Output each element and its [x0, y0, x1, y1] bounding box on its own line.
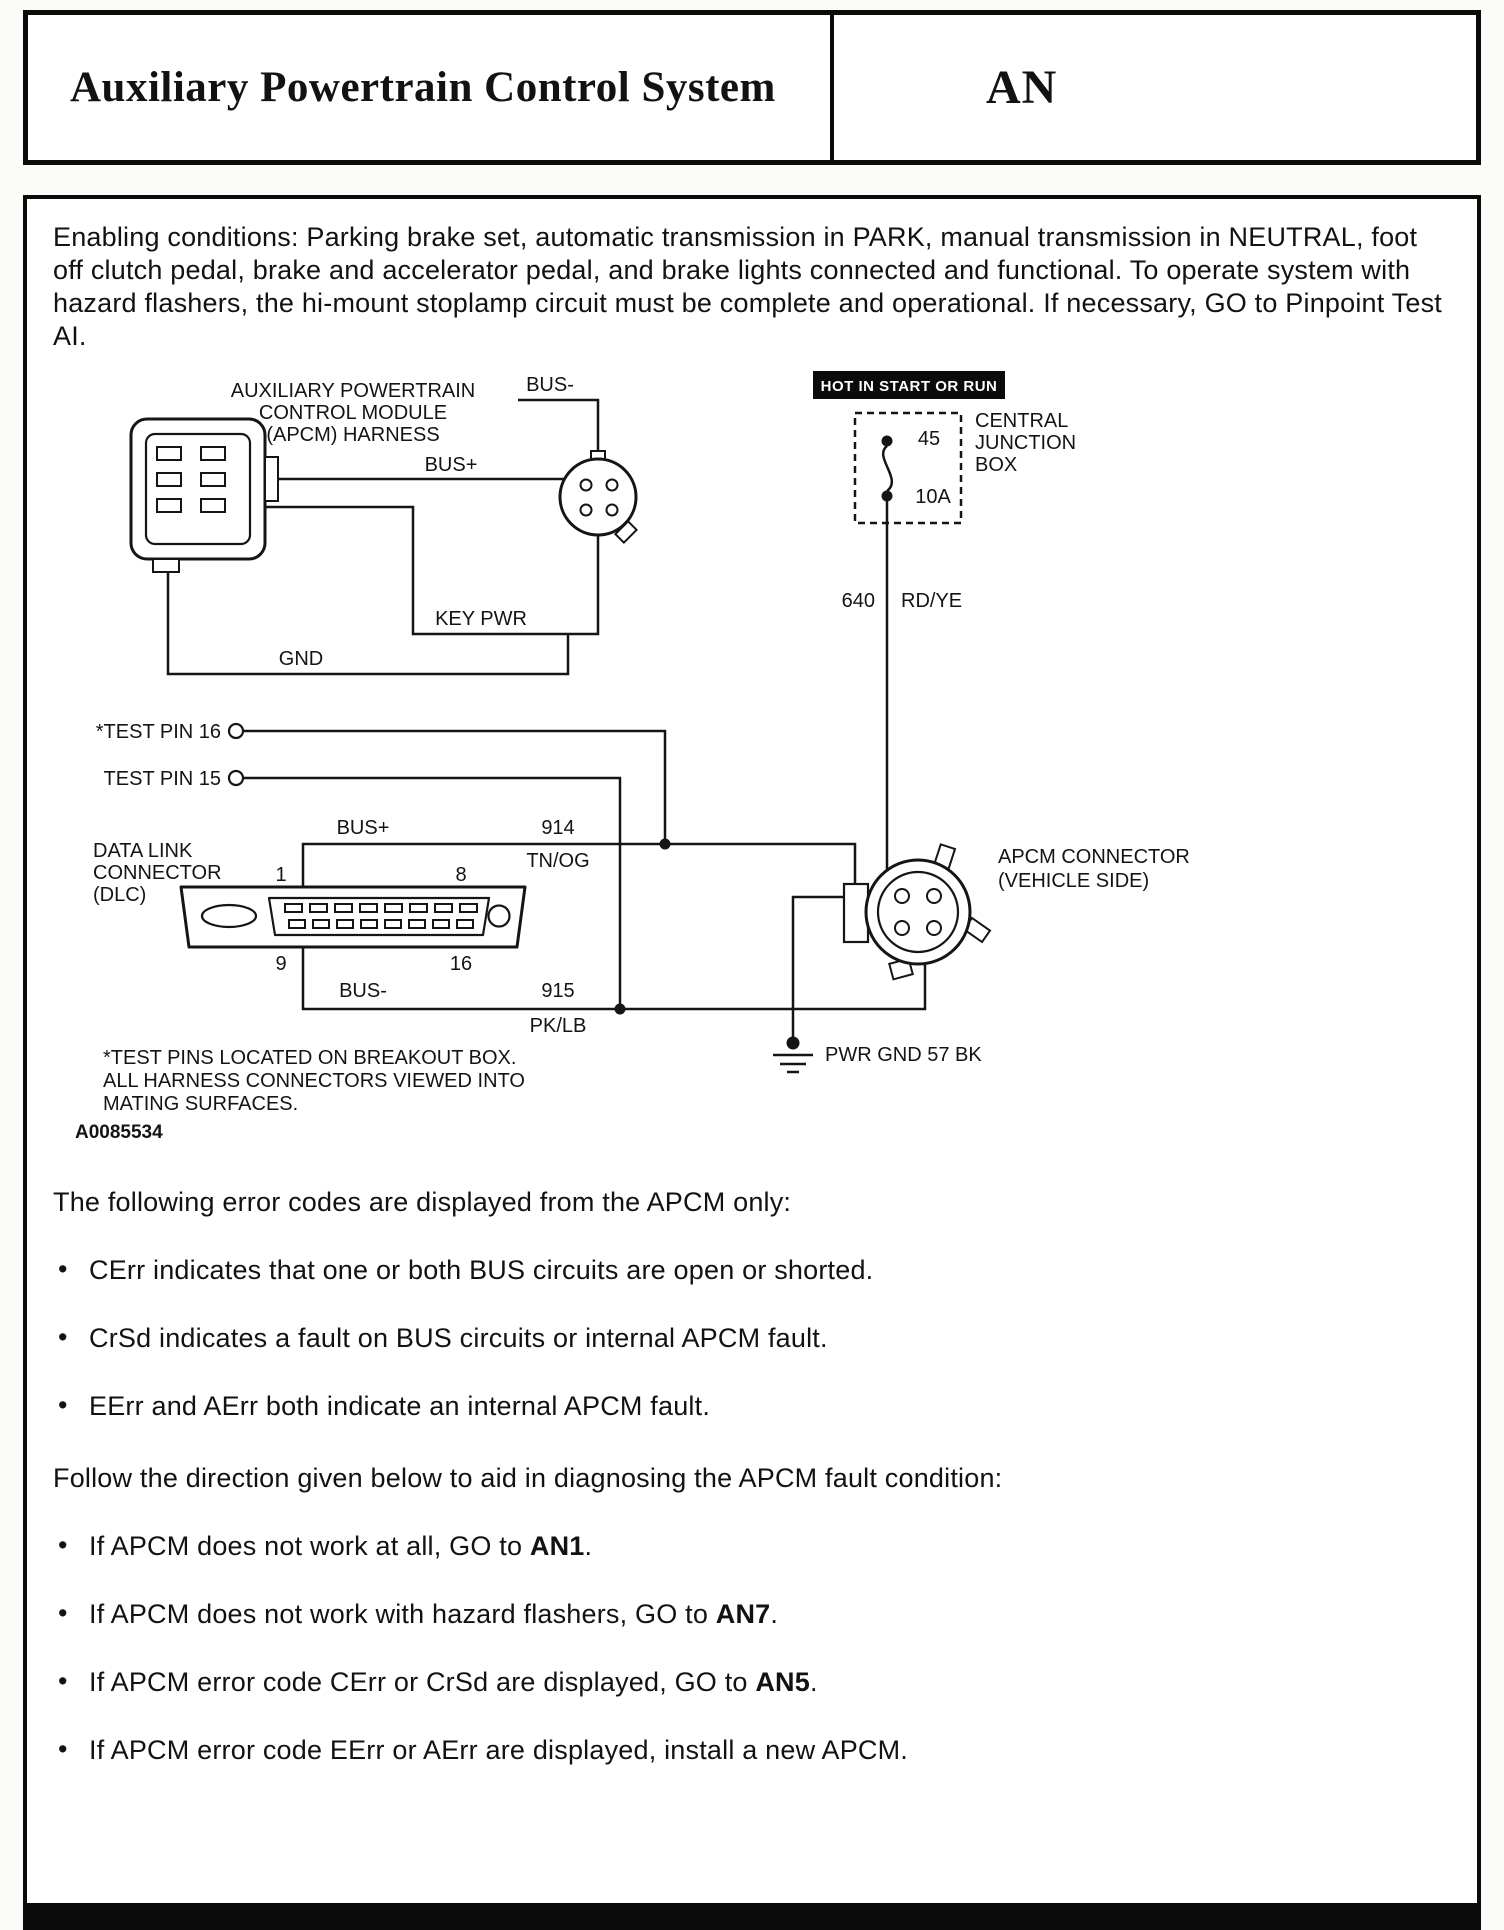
fuse-terminal — [882, 436, 893, 447]
list-item — [53, 1597, 1451, 1631]
wire-914-label: 914 — [541, 817, 575, 839]
goto-pre-text: If APCM error code EErr or AErr are displayed, install a new APCM. — [89, 1735, 909, 1765]
body-text — [53, 1185, 1451, 1767]
test-pin-15-label: TEST PIN 15 — [103, 768, 221, 790]
central-junction-box — [855, 413, 961, 523]
goto-code: AN5 — [755, 1667, 810, 1697]
connector-tab — [153, 559, 179, 572]
gnd-label: GND — [278, 648, 324, 670]
list-item — [53, 1321, 1451, 1355]
bus-plus-top-label: BUS+ — [424, 454, 478, 476]
fuse-symbol — [883, 446, 892, 491]
list-item — [53, 1665, 1451, 1699]
apcm-harness-label: CONTROL MODULE — [258, 402, 448, 424]
apcm-connector-label: (VEHICLE SIDE) — [998, 870, 1150, 892]
junction-dot — [615, 1004, 626, 1015]
error-codes-list — [53, 1253, 1451, 1423]
wire-915-label: 915 — [541, 980, 575, 1002]
goto-pre-text: If APCM error code CErr or CrSd are displayed, GO to — [89, 1667, 756, 1697]
ground-symbol — [773, 1037, 813, 1073]
dlc-connector — [181, 887, 525, 947]
dlc-pin-8-label: 8 — [455, 864, 467, 886]
goto-post-text: . — [770, 1599, 779, 1629]
fuse-terminal — [882, 491, 893, 502]
dlc-pin-16-label: 16 — [449, 953, 473, 975]
wiring-diagram — [53, 367, 1493, 1147]
list-item — [53, 1733, 1451, 1767]
error-bullet-text: CErr indicates that one or both BUS circuits are open or shorted. — [89, 1255, 874, 1285]
wire-640-color-label: RD/YE — [901, 590, 963, 612]
dlc-label: CONNECTOR — [93, 862, 222, 884]
connector-tab — [265, 457, 278, 501]
error-bullet-text: CrSd indicates a fault on BUS circuits or internal APCM fault. — [89, 1323, 828, 1353]
goto-code: AN1 — [529, 1531, 585, 1561]
cjb-label: BOX — [975, 454, 1018, 476]
page-title: Auxiliary Powertrain Control System — [70, 64, 776, 111]
error-bullet-text: EErr and AErr both indicate an internal APCM fault. — [89, 1391, 711, 1421]
cjb-label: CENTRAL — [975, 410, 1069, 432]
hot-banner-label: HOT IN START OR RUN — [820, 378, 998, 395]
pwr-gnd-label: PWR GND 57 BK — [825, 1044, 982, 1066]
wire-key-pwr — [265, 507, 598, 634]
error-codes-intro: The following error codes are displayed from the APCM only: — [53, 1187, 792, 1217]
test-pin-16-label: *TEST PIN 16 — [95, 721, 221, 743]
wire-914-color-label: TN/OG — [526, 850, 590, 872]
fuse-rating-label: 10A — [915, 486, 951, 508]
cjb-label: JUNCTION — [975, 432, 1077, 454]
harness-round-connector — [560, 451, 637, 543]
wire-bus-minus-top — [518, 400, 598, 459]
bus-minus-label: BUS- — [339, 980, 387, 1002]
header — [23, 10, 1481, 165]
list-item — [53, 1389, 1451, 1423]
list-item — [53, 1529, 1451, 1563]
dlc-pin-1-label: 1 — [275, 864, 287, 886]
apcm-harness-connector — [131, 419, 278, 572]
apcm-harness-label: (APCM) HARNESS — [266, 424, 440, 446]
bus-plus-label: BUS+ — [336, 817, 390, 839]
figure-id: A0085534 — [75, 1122, 163, 1143]
goto-post-text: . — [809, 1667, 818, 1697]
direction-list — [53, 1529, 1451, 1767]
wire-915 — [303, 947, 925, 1009]
diagram-footnote: ALL HARNESS CONNECTORS VIEWED INTO — [103, 1070, 525, 1092]
apcm-vehicle-connector — [844, 844, 990, 979]
dlc-label: (DLC) — [93, 884, 147, 906]
key-pwr-label: KEY PWR — [435, 608, 527, 630]
dlc-pin-9-label: 9 — [275, 953, 287, 975]
dlc-label: DATA LINK — [93, 840, 193, 862]
test-pin-15-terminal — [229, 771, 243, 785]
diagram-footnote: MATING SURFACES. — [103, 1093, 299, 1115]
header-title-cell — [28, 15, 834, 160]
apcm-connector-label: APCM CONNECTOR — [998, 846, 1190, 868]
enabling-conditions-text: Enabling conditions: Parking brake set, automatic transmission in PARK, manual transmission in NEUTRAL, foot off clutch pedal, brake and accelerator pedal, and brake lights connected and functional. To operate system with hazard flashers, the hi-mount stoplamp circuit must be complete and operational. If necessary, GO to Pinpoint Test AI. — [53, 222, 1442, 351]
list-item — [53, 1253, 1451, 1287]
wire-640-label: 640 — [841, 590, 875, 612]
wire-test-pin-16 — [243, 731, 665, 844]
diagram-footnote: *TEST PINS LOCATED ON BREAKOUT BOX. — [103, 1047, 517, 1069]
fuse-number-label: 45 — [917, 428, 941, 450]
wire-pwr-gnd — [793, 897, 844, 1043]
junction-dot — [660, 839, 671, 850]
goto-pre-text: If APCM does not work with hazard flashers, GO to — [89, 1599, 716, 1629]
goto-post-text: . — [584, 1531, 593, 1561]
apcm-harness-label: AUXILIARY POWERTRAIN — [230, 380, 476, 402]
follow-direction-intro: Follow the direction given below to aid in diagnosing the APCM fault condition: — [53, 1463, 1003, 1493]
goto-pre-text: If APCM does not work at all, GO to — [89, 1531, 530, 1561]
connector-ear — [844, 884, 868, 942]
header-code-cell — [834, 15, 1476, 160]
section-code: AN — [986, 61, 1058, 114]
content-box — [23, 195, 1481, 1930]
wire-915-color-label: PK/LB — [529, 1015, 587, 1037]
bus-minus-top-label: BUS- — [526, 374, 574, 396]
test-pin-16-terminal — [229, 724, 243, 738]
goto-code: AN7 — [715, 1599, 771, 1629]
hot-in-start-or-run-banner — [813, 371, 1005, 399]
